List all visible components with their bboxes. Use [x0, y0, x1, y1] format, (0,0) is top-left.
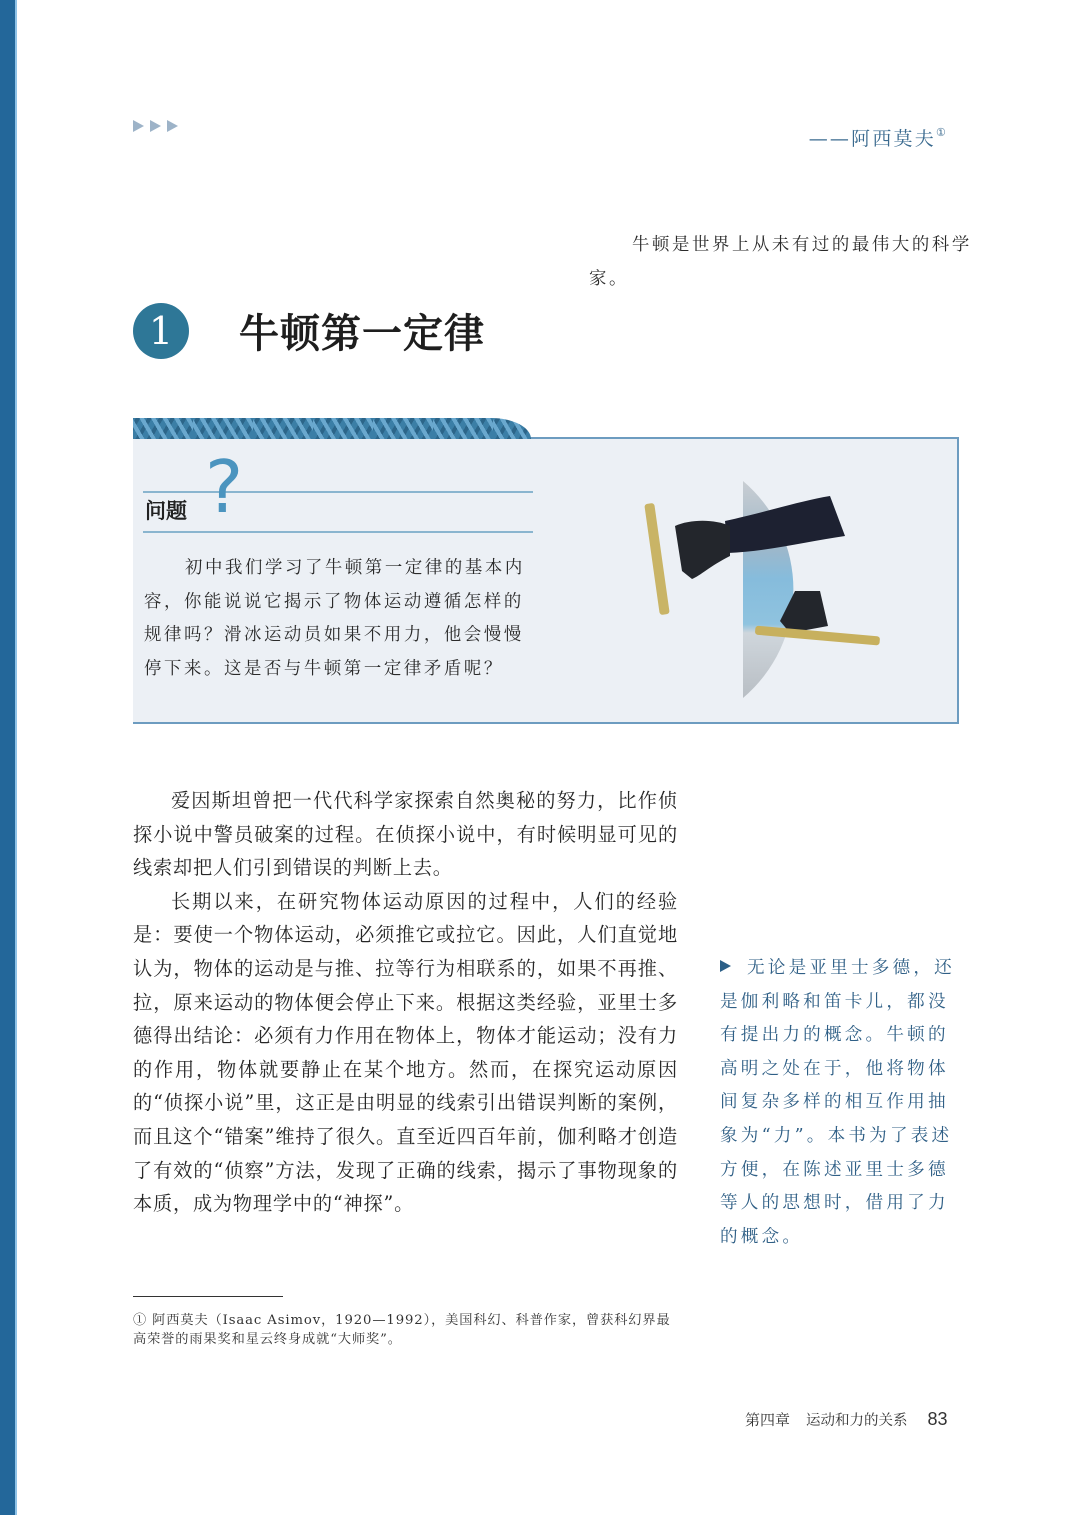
- footnote-divider: [133, 1296, 283, 1297]
- chapter-title: 运动和力的关系: [806, 1413, 908, 1429]
- page-number: 83: [927, 1409, 948, 1429]
- question-mark-icon: ?: [205, 445, 244, 529]
- triangle-right-icon: [133, 120, 144, 132]
- epigraph: [578, 116, 972, 289]
- margin-note-text: 无论是亚里士多德，还是伽利略和笛卡儿，都没有提出力的概念。牛顿的高明之处在于，他将物体间复杂多样的相互作用抽象为“力”。本书为了表述方便，在陈述亚里士多德等人的思想时，借用了力的概念。: [720, 958, 955, 1247]
- question-header: [143, 445, 533, 532]
- chapter-label: 第四章: [745, 1411, 791, 1429]
- footnote: ① 阿西莫夫（Isaac Asimov，1920—1992），美国科幻、科普作家，曾获科幻界最高荣誉的雨果奖和星云终身成就“大师奖”。: [133, 1313, 671, 1347]
- page-footer: [745, 1409, 948, 1430]
- footnote-ref[interactable]: ①: [935, 126, 948, 139]
- epigraph-text: 牛顿是世界上从未有过的最伟大的科学家。: [589, 235, 972, 289]
- body-text: [133, 784, 678, 1221]
- page-edge-bar: [0, 0, 15, 1515]
- epigraph-author-name: ——阿西莫夫: [808, 128, 936, 150]
- body-paragraph-1: 爱因斯坦曾把一代代科学家探索自然奥秘的努力，比作侦探小说中警员破案的过程。在侦探小说中，有时候明显可见的线索却把人们引到错误的判断上去。: [133, 789, 678, 880]
- skater-photo: [630, 481, 885, 698]
- body-paragraph-2: 长期以来，在研究物体运动原因的过程中，人们的经验是：要使一个物体运动，必须推它或拉它。因此，人们直觉地认为，物体的运动是与推、拉等行为相联系的，如果不再推、拉，原来运动的物体便会停止下来。根据这类经验，亚里士多德得出结论：必须有力作用在物体上，物体才能运动；没有力的作用，物体就要静止在某个地方。然而，在探究运动原因的“侦探小说”里，这正是由明显的线索引出错误判断的案例，而且这个“错案”维持了很久。直至近四百年前，伽利略才创造了有效的“侦察”方法，发现了正确的线索，揭示了事物现象的本质，成为物理学中的“神探”。: [133, 889, 678, 1216]
- question-label: 问题: [145, 499, 187, 523]
- section-title: 牛顿第一定律: [239, 310, 485, 357]
- page-edge-highlight: [15, 0, 17, 1515]
- triangle-right-icon: [720, 960, 731, 972]
- section-number-badge: 1: [133, 303, 189, 359]
- question-paragraph: 初中我们学习了牛顿第一定律的基本内容，你能说说它揭示了物体运动遵循怎样的规律吗？滑冰运动员如果不用力，他会慢慢停下来。这是否与牛顿第一定律矛盾呢？: [144, 558, 525, 679]
- section-heading: [133, 302, 485, 359]
- question-text: [144, 552, 536, 686]
- epigraph-author: [578, 116, 960, 156]
- triangle-right-icon: [150, 120, 161, 132]
- margin-note: [720, 952, 960, 1254]
- zigzag-decor-band: [133, 418, 531, 439]
- triangle-right-icon: [167, 120, 178, 132]
- header-rule-bottom: [143, 531, 533, 533]
- decorative-arrows: [133, 120, 178, 132]
- header-rule-top: [143, 491, 533, 493]
